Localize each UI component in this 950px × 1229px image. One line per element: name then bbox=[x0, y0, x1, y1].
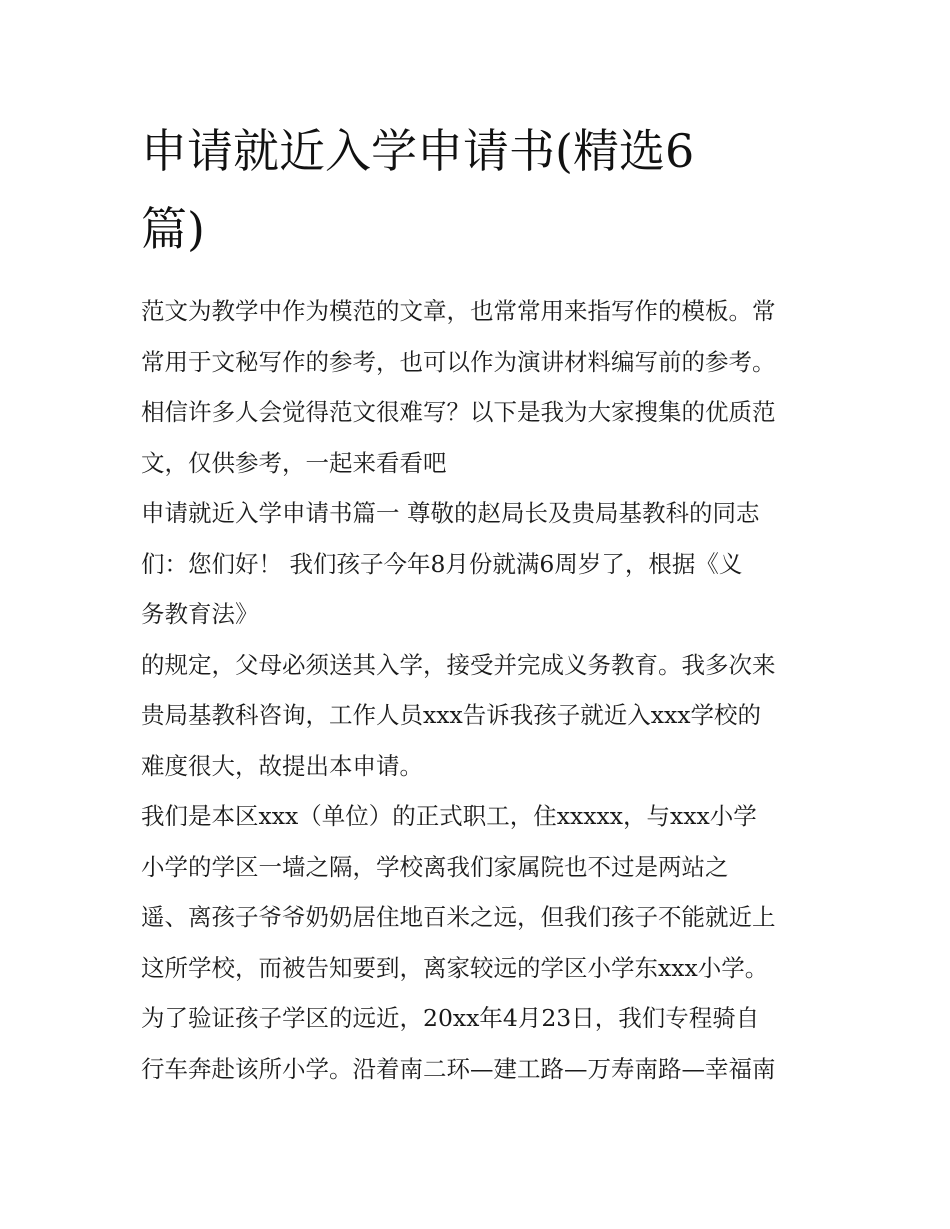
body-line: 文，仅供参考，一起来看看吧 bbox=[141, 448, 447, 477]
body-line: 贵局基教科咨询，工作人员xxx告诉我孩子就近入xxx学校的 bbox=[141, 701, 762, 729]
body-line: 这所学校，而被告知要到，离家较远的学区小学东xxx小学。 bbox=[141, 953, 769, 982]
body-line: 小学的学区一墙之隔，学校离我们家属院也不过是两站之 bbox=[141, 852, 729, 881]
body-line: 们：您们好！ 我们孩子今年8月份就满6周岁了，根据《义 bbox=[141, 549, 743, 578]
body-line: 遥、离孩子爷爷奶奶居住地百米之远，但我们孩子不能就近上 bbox=[141, 903, 776, 931]
body-line: 务教育法》 bbox=[141, 600, 259, 628]
body-line: 我们是本区xxx（单位）的正式职工，住xxxxx，与xxx小学 bbox=[141, 802, 757, 830]
body-line: 为了验证孩子学区的远近，20xx年4月23日，我们专程骑自 bbox=[141, 1004, 760, 1032]
title-line: 篇) bbox=[141, 202, 205, 256]
document-body bbox=[141, 286, 821, 1094]
body-line: 相信许多人会觉得范文很难写？以下是我为大家搜集的优质范 bbox=[141, 398, 776, 426]
body-line: 的规定，父母必须送其入学，接受并完成义务教育。我多次来 bbox=[141, 650, 776, 679]
body-line: 申请就近入学申请书篇一 尊敬的赵局长及贵局基教科的同志 bbox=[141, 499, 760, 527]
document-content bbox=[141, 112, 821, 1094]
body-line: 常用于文秘写作的参考，也可以作为演讲材料编写前的参考。 bbox=[141, 347, 776, 376]
title-line: 申请就近入学申请书(精选6 bbox=[141, 124, 695, 178]
body-line: 行车奔赴该所小学。沿着南二环—建工路—万寿南路—幸福南 bbox=[141, 1054, 776, 1083]
body-line: 难度很大，故提出本申请。 bbox=[141, 751, 423, 780]
body-line: 范文为教学中作为模范的文章，也常常用来指写作的模板。常 bbox=[141, 297, 776, 325]
document-title bbox=[141, 112, 821, 268]
